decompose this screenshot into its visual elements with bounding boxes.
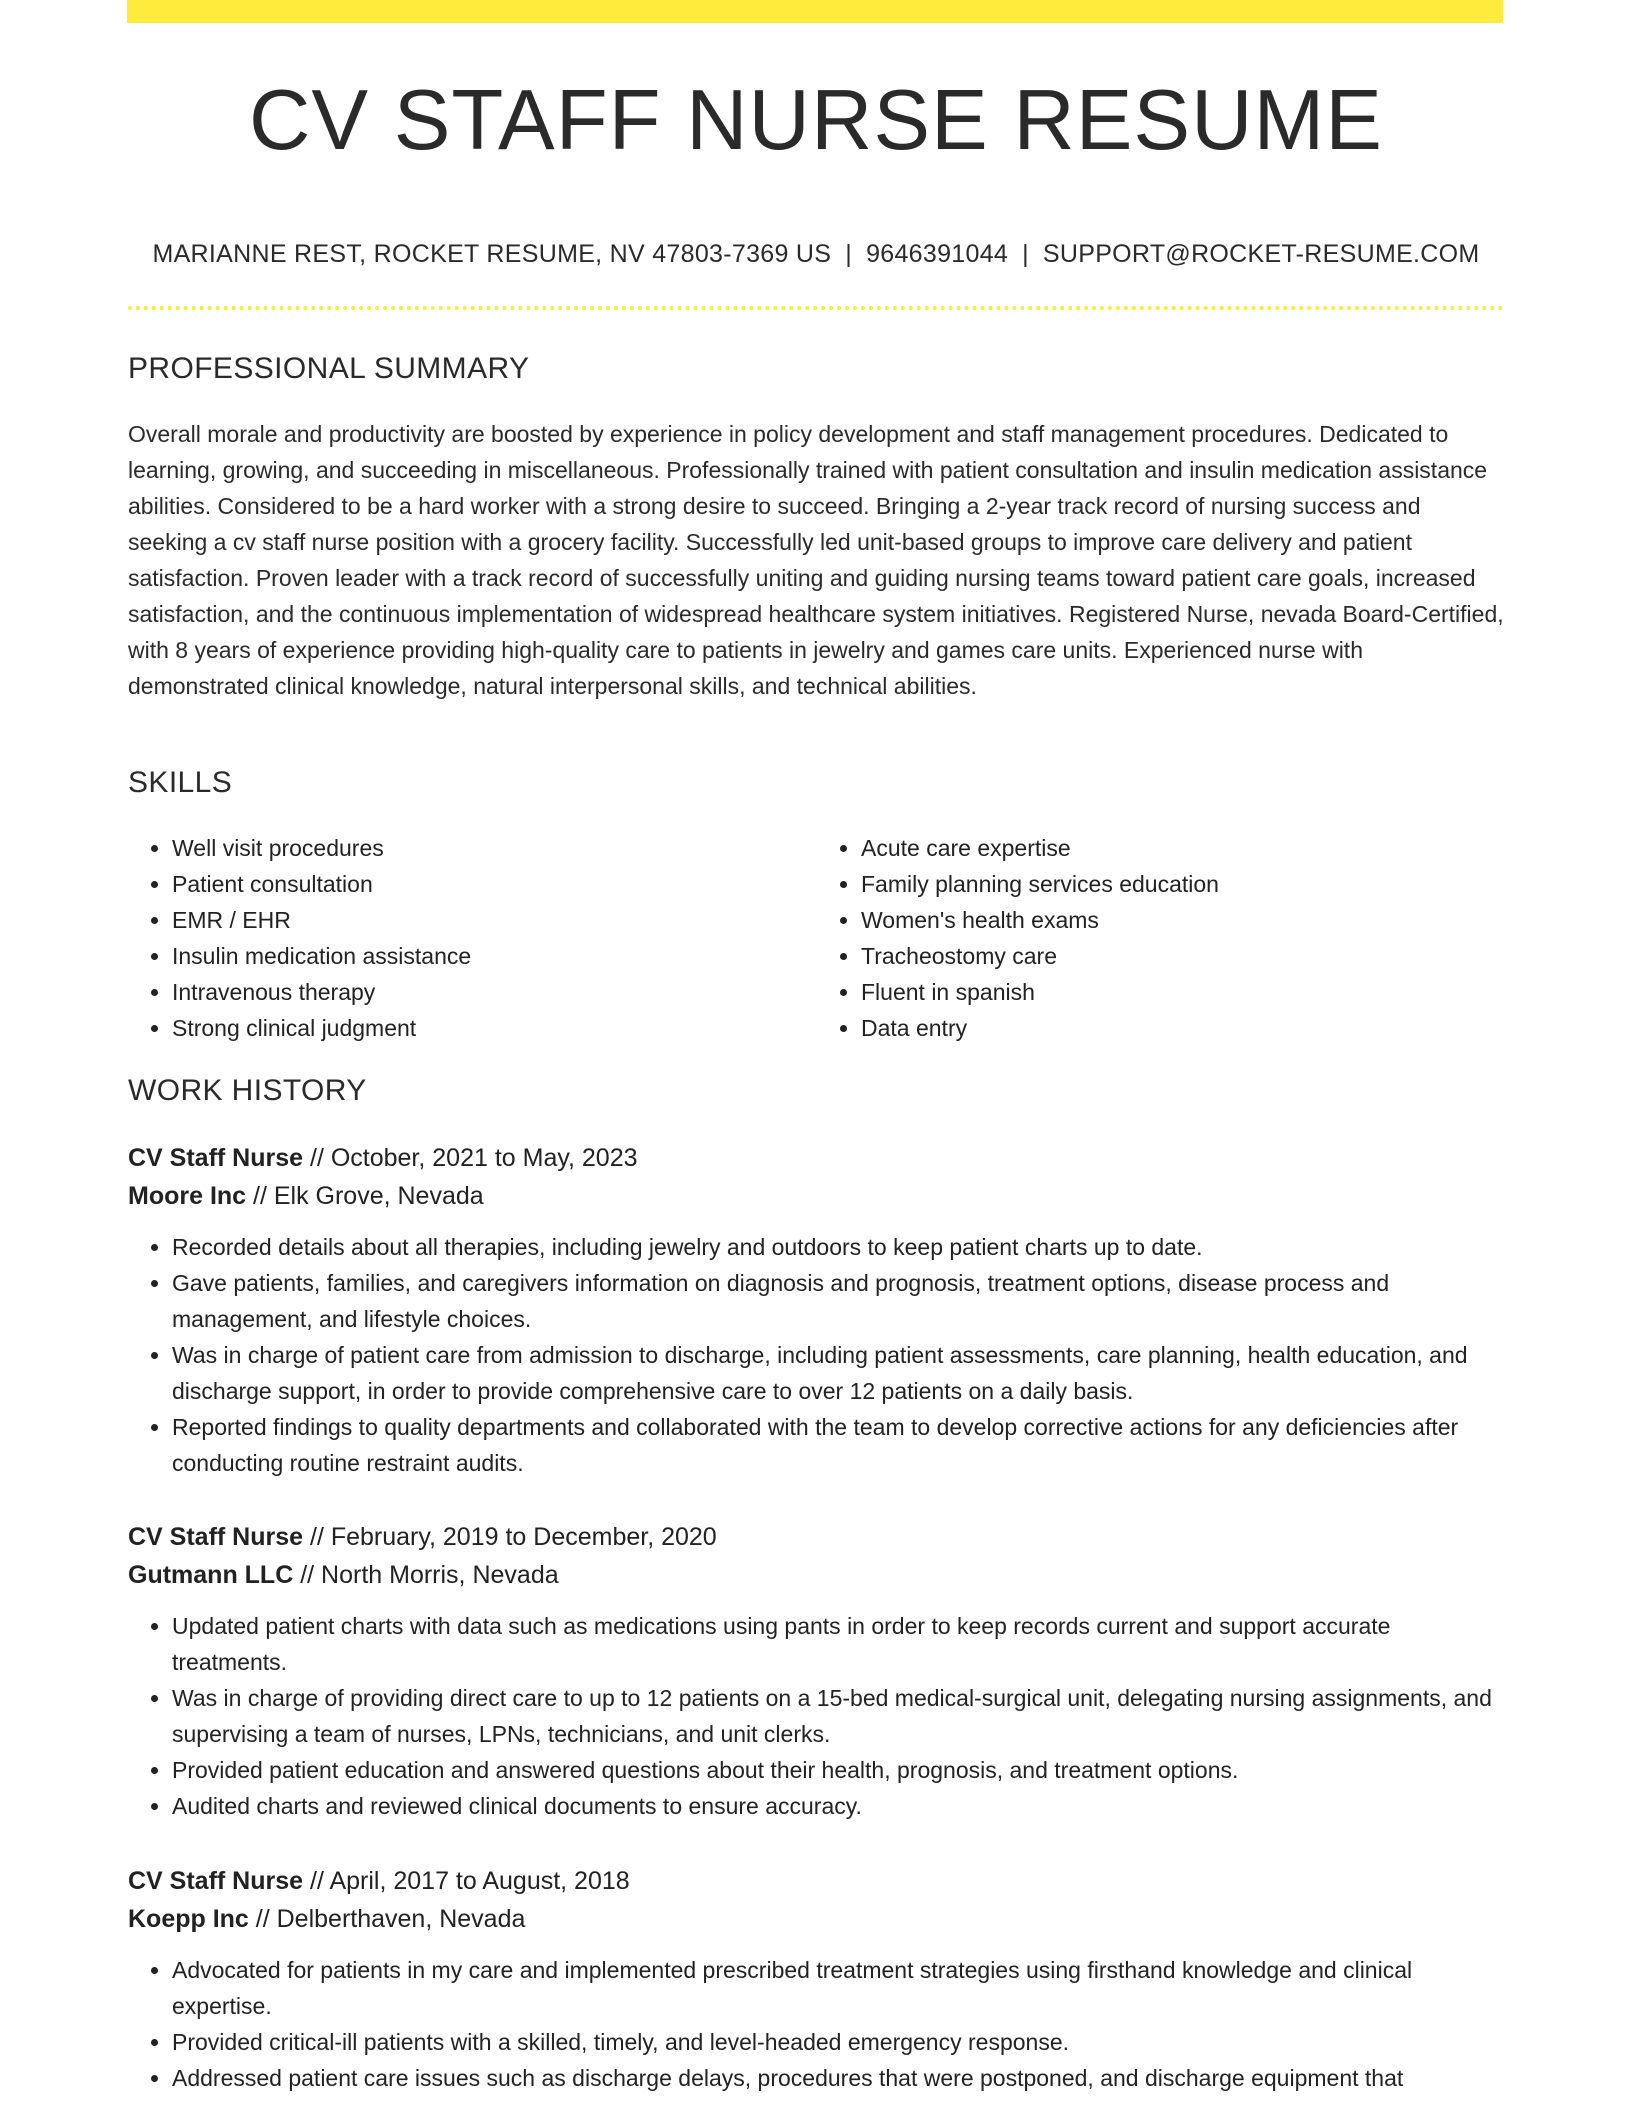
- job-entry: [128, 1862, 1504, 2096]
- skill-item: • Acute care expertise: [861, 830, 1504, 866]
- summary-text: Overall morale and productivity are boosted by experience in policy development and staff management procedures. Dedicated to learning, growing, and succeeding in miscellaneous. Professionally trained with patient consultation and insulin medication assistance abilities. Considered to be a hard worker with a strong desire to succeed. Bringing a 2-year track record of nursing success and seeking a cv staff nurse position with a grocery facility. Successfully led unit-based groups to improve care delivery and patient satisfaction. Proven leader with a track record of successfully uniting and guiding nursing teams toward patient care goals, increased satisfaction, and the continuous implementation of widespread healthcare system initiatives. Registered Nurse, nevada Board-Certified, with 8 years of experience providing high-quality care to patients in jewelry and games care units. Experienced nurse with demonstrated clinical knowledge, natural interpersonal skills, and technical abilities.: [128, 421, 1504, 699]
- accent-top-bar: [127, 0, 1503, 23]
- job-company-line: [128, 1556, 1504, 1594]
- work-history-heading: WORK HISTORY: [128, 1074, 367, 1107]
- skills-heading: SKILLS: [128, 766, 233, 799]
- skills-column-right: [815, 830, 1504, 1046]
- skill-item: • Strong clinical judgment: [172, 1010, 815, 1046]
- skill-item: • Family planning services education: [861, 866, 1504, 902]
- skill-item: • Intravenous therapy: [172, 974, 815, 1010]
- summary-heading: PROFESSIONAL SUMMARY: [128, 352, 530, 385]
- job-location: // Delberthaven, Nevada: [248, 1905, 526, 1933]
- job-location: // Elk Grove, Nevada: [246, 1182, 484, 1210]
- job-company-line: [128, 1177, 1504, 1215]
- skills-column-left: [128, 830, 815, 1046]
- job-duty: • Was in charge of providing direct care to up to 12 patients on a 15-bed medical-surgical unit, delegating nursing assignments, and supervising a team of nurses, LPNs, technicians, and unit clerks.: [172, 1680, 1504, 1752]
- contact-line: [128, 240, 1504, 269]
- job-duties: [128, 1952, 1504, 2096]
- job-duty: • Recorded details about all therapies, including jewelry and outdoors to keep patient charts up to date.: [172, 1229, 1504, 1265]
- job-duty: • Was in charge of patient care from admission to discharge, including patient assessments, care planning, health education, and discharge support, in order to provide comprehensive care to over 12 patients on a daily basis.: [172, 1337, 1504, 1409]
- job-title-line: [128, 1862, 1504, 1900]
- job-title-line: [128, 1139, 1504, 1177]
- job-duties: [128, 1229, 1504, 1481]
- job-duty: • Provided patient education and answered questions about their health, prognosis, and treatment options.: [172, 1752, 1504, 1788]
- job-entry: [128, 1139, 1504, 1481]
- job-duty: • Gave patients, families, and caregivers information on diagnosis and prognosis, treatment options, disease process and management, and lifestyle choices.: [172, 1265, 1504, 1337]
- job-company-line: [128, 1900, 1504, 1938]
- job-dates: // October, 2021 to May, 2023: [303, 1144, 638, 1172]
- contact-email: SUPPORT@ROCKET-RESUME.COM: [1042, 240, 1480, 268]
- dotted-divider: [128, 306, 1504, 310]
- job-dates: // February, 2019 to December, 2020: [303, 1523, 717, 1551]
- skill-item: • Patient consultation: [172, 866, 815, 902]
- job-duty: • Updated patient charts with data such as medications using pants in order to keep records current and support accurate treatments.: [172, 1608, 1504, 1680]
- resume-title: CV STAFF NURSE RESUME: [249, 73, 1383, 168]
- job-entry: [128, 1518, 1504, 1824]
- skill-item: • EMR / EHR: [172, 902, 815, 938]
- job-company: Koepp Inc: [128, 1905, 249, 1933]
- skill-item: • Fluent in spanish: [861, 974, 1504, 1010]
- job-company: Moore Inc: [128, 1182, 247, 1210]
- job-title: CV Staff Nurse: [128, 1144, 304, 1172]
- skill-item: • Well visit procedures: [172, 830, 815, 866]
- job-title: CV Staff Nurse: [128, 1867, 304, 1895]
- skill-item: • Tracheostomy care: [861, 938, 1504, 974]
- job-dates: // April, 2017 to August, 2018: [303, 1867, 630, 1895]
- job-location: // North Morris, Nevada: [293, 1561, 559, 1589]
- skill-item: • Women's health exams: [861, 902, 1504, 938]
- job-title-line: [128, 1518, 1504, 1556]
- contact-phone: 9646391044: [866, 240, 1009, 268]
- job-duty: • Reported findings to quality departments and collaborated with the team to develop corrective actions for any deficiencies after conducting routine restraint audits.: [172, 1409, 1504, 1481]
- job-duty: • Addressed patient care issues such as discharge delays, procedures that were postponed, and discharge equipment that: [172, 2060, 1504, 2096]
- job-duty: • Advocated for patients in my care and implemented prescribed treatment strategies using firsthand knowledge and clinical expertise.: [172, 1952, 1504, 2024]
- job-duty: • Provided critical-ill patients with a skilled, timely, and level-headed emergency response.: [172, 2024, 1504, 2060]
- contact-separator: |: [1022, 240, 1029, 268]
- job-duty: • Audited charts and reviewed clinical documents to ensure accuracy.: [172, 1788, 1504, 1824]
- job-duties: [128, 1608, 1504, 1824]
- job-title: CV Staff Nurse: [128, 1523, 304, 1551]
- job-company: Gutmann LLC: [128, 1561, 294, 1589]
- contact-address: MARIANNE REST, ROCKET RESUME, NV 47803-7369 US: [152, 240, 832, 268]
- skill-item: • Insulin medication assistance: [172, 938, 815, 974]
- skills-list: [128, 830, 1504, 1046]
- contact-separator: |: [845, 240, 853, 268]
- skill-item: • Data entry: [861, 1010, 1504, 1046]
